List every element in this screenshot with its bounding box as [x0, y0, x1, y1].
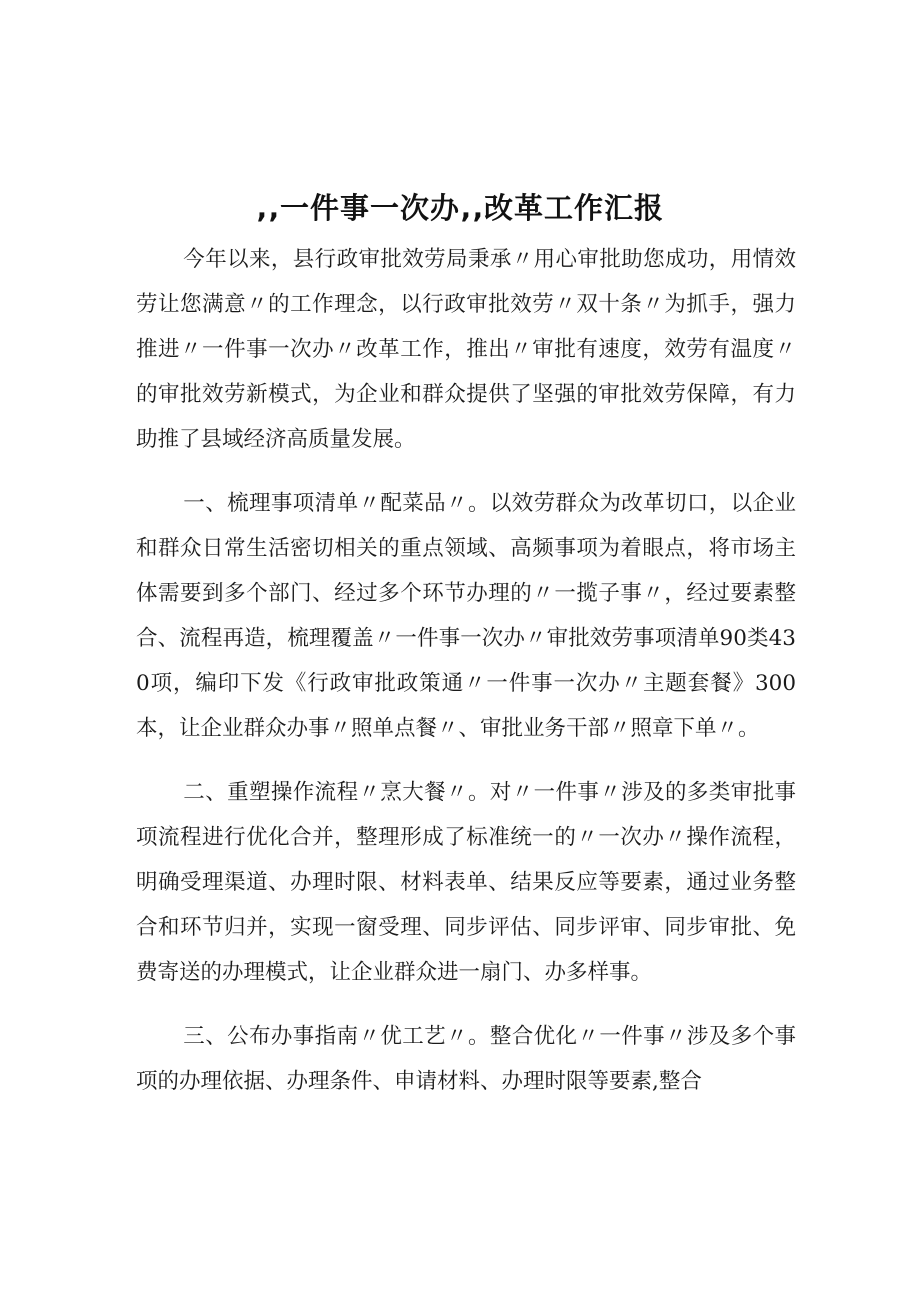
paragraph-section-3: 三、公布办事指南〃优工艺〃。整合优化〃一件事〃涉及多个事项的办理依据、办理条件、申请材料、办理时限等要素,整合 [136, 1024, 796, 1094]
paragraph-section-1: 一、梳理事项清单〃配菜品〃。以效劳群众为改革切口，以企业和群众日常生活密切相关的重点领域、高频事项为着眼点，将市场主体需要到多个部门、经过多个环节办理的〃一揽子事〃，经过要素整合、流程再造，梳理覆盖〃一件事一次办〃审批效劳事项清单90类430项，编印下发《行政审批政策通〃一件事一次办〃主题套餐》300本，让企业群众办事〃照单点餐〃、审批业务干部〃照章下单〃。 [136, 491, 796, 741]
document-title: ‚‚一件事一次办‚‚改革工作汇报 [255, 191, 665, 225]
document-body [136, 237, 796, 1123]
paragraph-intro: 今年以来，县行政审批效劳局秉承〃用心审批助您成功，用情效劳让您满意〃的工作理念，以行政审批效劳〃双十条〃为抓手，强力推进〃一件事一次办〃改革工作，推出〃审批有速度，效劳有温度〃的审批效劳新模式，为企业和群众提供了坚强的审批效劳保障，有力助推了县域经济高质量发展。 [136, 247, 796, 452]
paragraph-section-2: 二、重塑操作流程〃烹大餐〃。对〃一件事〃涉及的多类审批事项流程进行优化合并，整理形成了标准统一的〃一次办〃操作流程，明确受理渠道、办理时限、材料表单、结果反应等要素，通过业务整合和环节归并，实现一窗受理、同步评估、同步评审、同步审批、免费寄送的办理模式，让企业群众进一扇门、办多样事。 [136, 780, 796, 985]
